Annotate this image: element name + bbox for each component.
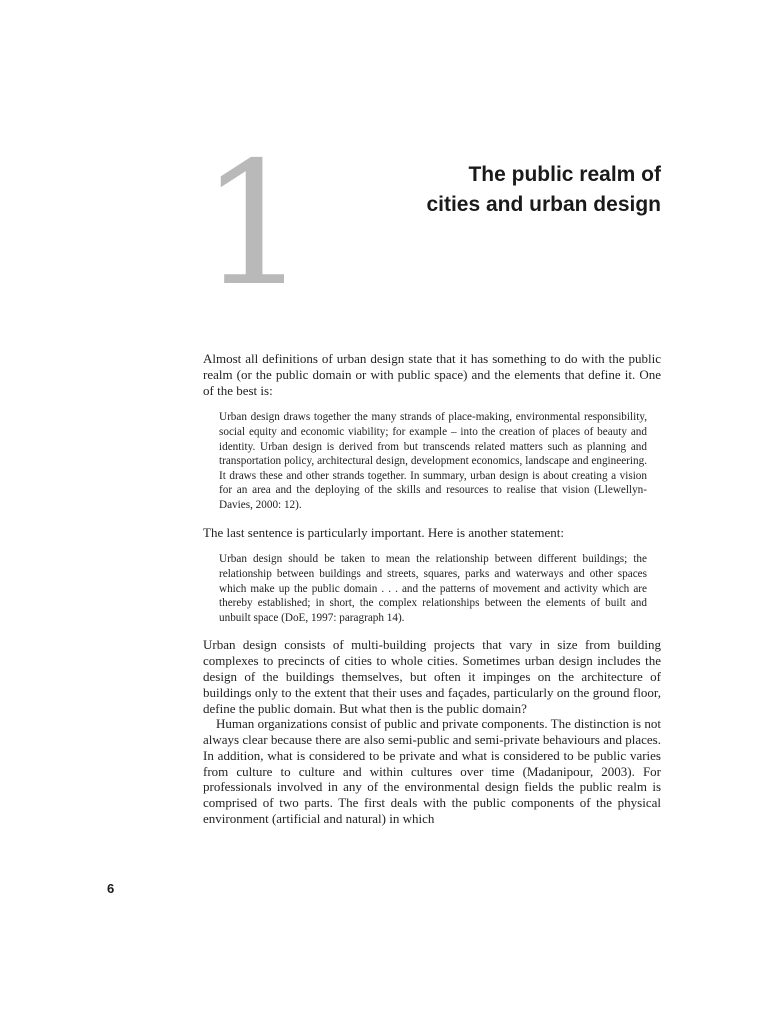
page-number: 6: [107, 881, 115, 896]
chapter-title-line-1: The public realm of: [468, 163, 661, 186]
paragraph-3: Urban design consists of multi-building projects that vary in size from building complexes to precincts of cities to whole cities. Sometimes urban design includes the design of the buildings themselves, but often it impinges on the architecture of buildings only to the extent that their uses and façades, particularly on the ground floor, define the public domain. But what then is the public domain?: [203, 637, 661, 716]
paragraph-1: Almost all definitions of urban design state that it has something to do with the public realm (or the public domain or with public space) and the elements that define it. One of the best is:: [203, 351, 661, 398]
paragraph-4: Human organizations consist of public and private components. The distinction is not always clear because there are also semi-public and semi-private behaviours and places. In addition, what is considered to be private and what is considered to be public varies from culture to culture and within cultures over time (Madanipour, 2003). For professionals involved in any of the environmental design fields the public realm is comprised of two parts. The first deals with the public components of the physical environment (artificial and natural) in which: [203, 716, 661, 827]
body-text: [203, 351, 661, 827]
chapter-title: [321, 160, 661, 220]
paragraph-2: The last sentence is particularly important. Here is another statement:: [203, 524, 564, 540]
block-quote-1: Urban design draws together the many strands of place-making, environmental responsibility, social equity and economic viability; for example – into the creation of places of beauty and identity. Urban design is derived from but transcends related matters such as planning and transportation policy, architectural design, development economics, landscape and engineering. It draws these and other strands together. In summary, urban design is about creating a vision for an area and the deploying of the skills and resources to realise that vision (Llewellyn-Davies, 2000: 12).: [219, 411, 647, 511]
block-quote-2: Urban design should be taken to mean the relationship between different buildings; the relationship between buildings and streets, squares, parks and waterways and other spaces which make up the public domain . . . and the patterns of movement and activity which are thereby established; in short, the complex relationships between the elements of built and unbuilt space (DoE, 1997: paragraph 14).: [219, 553, 647, 624]
chapter-number: 1: [200, 126, 309, 324]
chapter-title-line-2: cities and urban design: [426, 193, 661, 216]
